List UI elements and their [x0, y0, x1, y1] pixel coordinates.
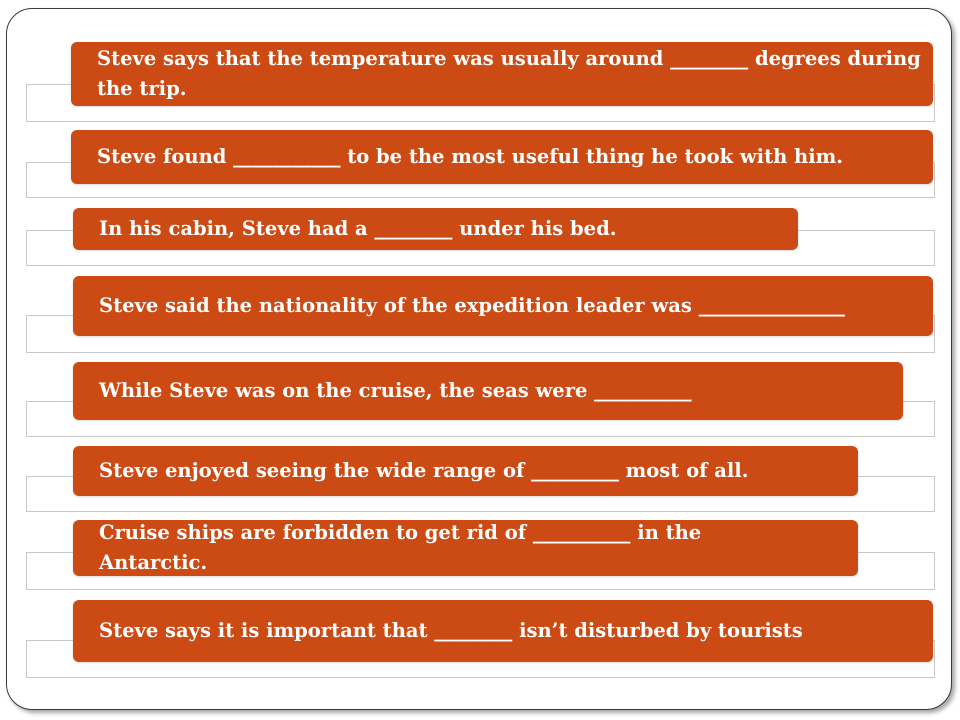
sentence-text: In his cabin, Steve had a ________ under his bed. — [99, 217, 617, 240]
sentence-bar-3 — [73, 208, 798, 250]
sentence-bar-7 — [73, 520, 858, 576]
sentence-text: Cruise ships are forbidden to get rid of __________ in the Antarctic. — [99, 521, 702, 574]
sentence-text: Steve says it is important that ________ isn’t disturbed by tourists — [99, 619, 803, 642]
sentence-bar-1 — [71, 42, 933, 106]
sentence-text: While Steve was on the cruise, the seas were __________ — [99, 379, 692, 402]
sentence-bar-4 — [73, 276, 933, 336]
sentence-text: Steve said the nationality of the expedition leader was _______________ — [99, 294, 845, 317]
sentence-bar-6 — [73, 446, 858, 496]
sentence-bar-8 — [73, 600, 933, 662]
sentence-text: Steve says that the temperature was usually around ________ degrees during the trip. — [97, 47, 921, 100]
sentence-bar-2 — [71, 130, 933, 184]
sentence-text: Steve found ___________ to be the most useful thing he took with him. — [97, 145, 844, 168]
sentence-bar-5 — [73, 362, 903, 420]
sentence-text: Steve enjoyed seeing the wide range of _________ most of all. — [99, 459, 749, 482]
